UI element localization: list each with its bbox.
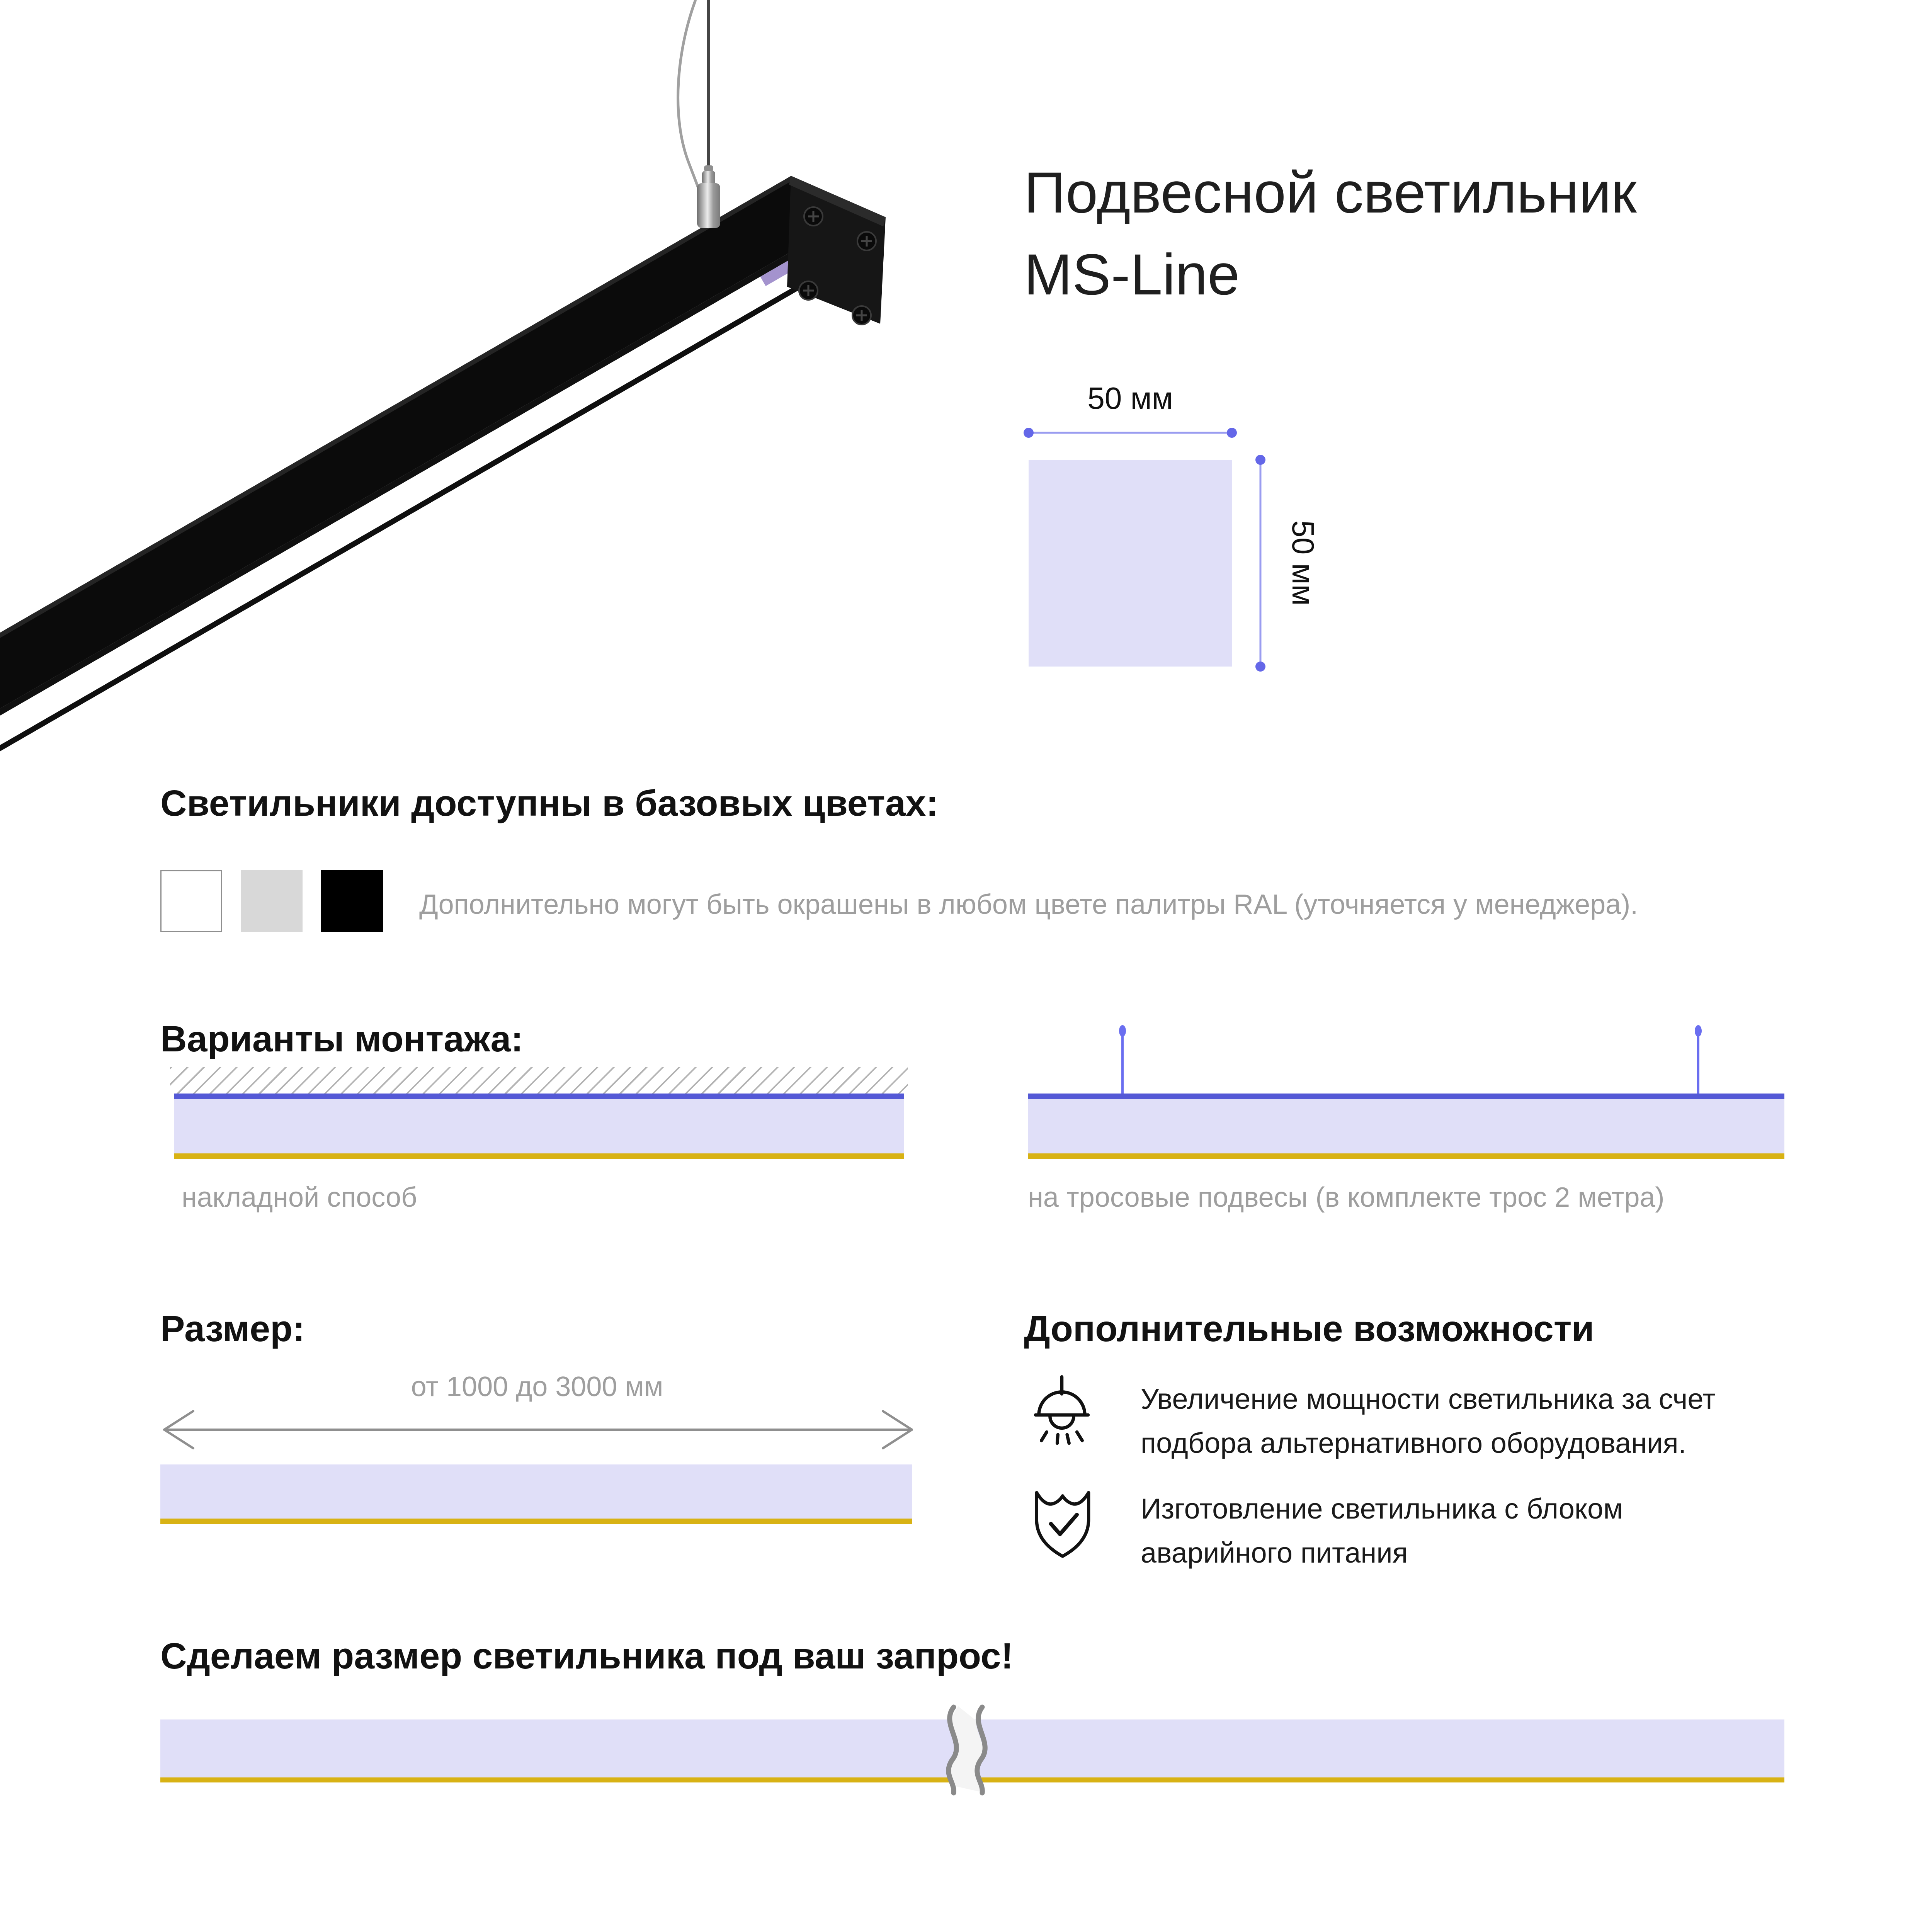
feature-text: аварийного питания (1141, 1537, 1408, 1569)
surface-mount-caption: накладной способ (182, 1182, 417, 1213)
suspended-mount-caption: на тросовые подвесы (в комплекте трос 2 метра) (1028, 1182, 1665, 1213)
page-title-line1: Подвесной светильник (1024, 160, 1637, 225)
ral-note: Дополнительно могут быть окрашены в любом цвете палитры RAL (уточняется у менеджера). (419, 889, 1638, 920)
colors-heading: Светильники доступны в базовых цветах: (160, 783, 939, 824)
size-heading: Размер: (160, 1308, 305, 1349)
height-dimension-label: 50 мм (1286, 520, 1320, 606)
feature-text: Увеличение мощности светильника за счет (1141, 1383, 1716, 1415)
feature-text: подбора альтернативного оборудования. (1141, 1427, 1687, 1459)
mounting-heading: Варианты монтажа: (160, 1019, 523, 1060)
size-range-label: от 1000 до 3000 мм (411, 1371, 663, 1402)
feature-text: Изготовление светильника с блоком (1141, 1493, 1623, 1525)
custom-size-heading: Сделаем размер светильника под ваш запрос! (160, 1636, 1014, 1677)
page-title-line2: MS-Line (1024, 242, 1240, 307)
width-dimension-label: 50 мм (1087, 381, 1173, 415)
features-heading: Дополнительные возможности (1024, 1308, 1594, 1349)
